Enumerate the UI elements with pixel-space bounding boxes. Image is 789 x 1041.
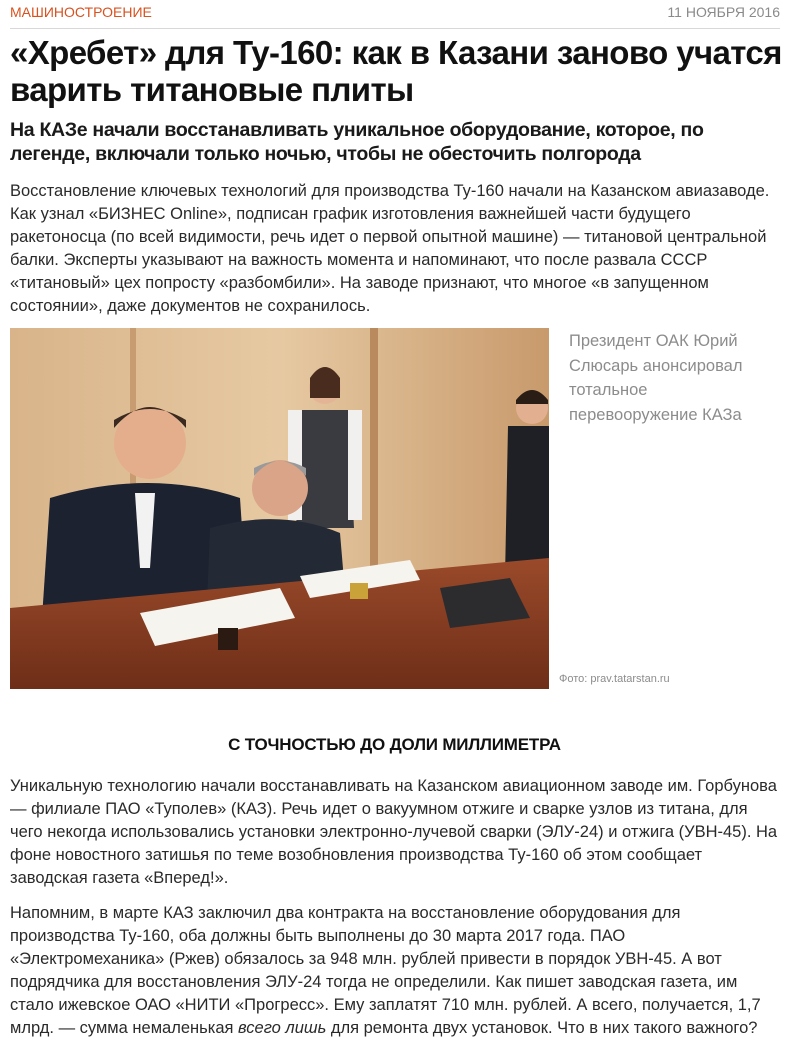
article-lead: На КАЗе начали восстанавливать уникальное оборудование, которое, по легенде, включали только ночью, чтобы не обесточить полгорода — [10, 119, 704, 165]
article-paragraph-2: Уникальную технологию начали восстанавливать на Казанском авиационном заводе им. Горбунова — филиале ПАО «Туполев» (КАЗ). Речь идет о вакуумном отжиге и сварке узлов из титана, для чего некогда использовались установки электронно-лучевой сварки (ЭЛУ-24) и отжига (УВН-45). На фоне новостного затишья по теме возобновления производства Ту-160 об этом сообщает заводская газета «Вперед!». — [10, 777, 778, 887]
paragraph-3-text-start: Напомним, в марте КАЗ заключил два контракта на восстановление оборудования для производства Ту-160, оба должны быть выполнены до 30 марта 2017 года. ПАО «Электромеханика» (Ржев) обязалось за 948 млн. рублей привести в порядок УВН-45. А вот подрядчика для восстановления ЭЛУ-24 тогда не определили. Как пишет заводская газета, им стало ижевское ОАО «НИТИ «Прогресс». Ему заплатят 710 млн. рублей. А всего, получается, 1,7 млрд. — сумма немаленькая — [10, 904, 761, 1037]
photo-caption: Президент ОАК Юрий Слюсарь анонсировал тотальное перевооружение КАЗа — [569, 332, 743, 424]
photo-illustration — [10, 328, 549, 689]
photo-credit: Фото: prav.tatarstan.ru — [559, 673, 670, 685]
article-photo[interactable] — [10, 328, 549, 689]
publication-date: 11 НОЯБРЯ 2016 — [667, 4, 780, 20]
paragraph-3-text-end: для ремонта двух установок. Что в них такого важного? — [326, 1019, 758, 1037]
paragraph-3-emphasis: всего лишь — [238, 1019, 327, 1037]
article-meta-bar — [10, 0, 780, 29]
section-subheading: С ТОЧНОСТЬЮ ДО ДОЛИ МИЛЛИМЕТРА — [228, 735, 561, 754]
rubric-link[interactable]: МАШИНОСТРОЕНИЕ — [10, 4, 152, 20]
article-paragraph-1: Восстановление ключевых технологий для производства Ту-160 начали на Казанском авиазаводе. Как узнал «БИЗНЕС Online», подписан график изготовления важнейшей части будущего ракетоносца (по всей видимости, речь идет о первой опытной машине) — титановой центральной балки. Эксперты указывают на важность момента и напоминают, что после развала СССР «титановый» цех попросту «разбомбили». На заводе признают, что многое «в запущенном состоянии», даже документов не сохранилось. — [10, 182, 770, 315]
article-title: «Хребет» для Ту-160: как в Казани заново учатся варить титановые плиты — [10, 34, 782, 108]
article-paragraph-3 — [10, 902, 782, 1040]
